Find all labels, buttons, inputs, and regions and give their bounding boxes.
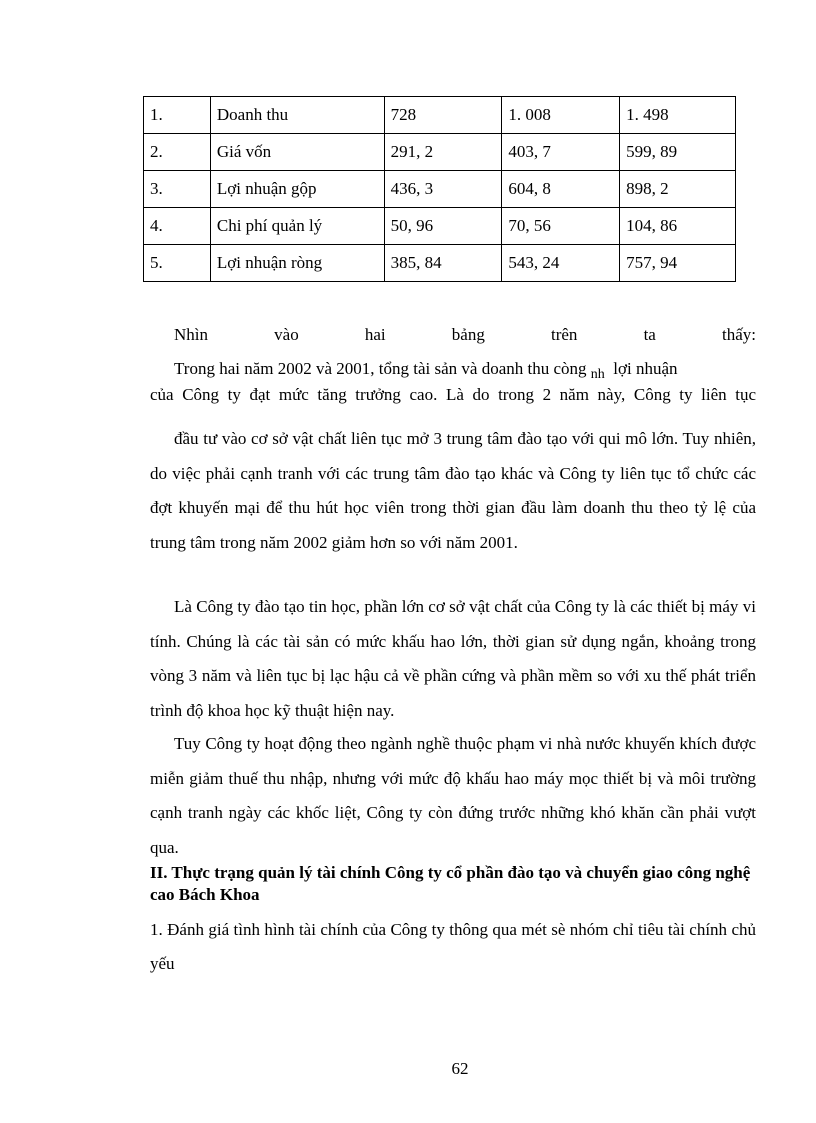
table-cell-v1: 436, 3 [384, 171, 502, 208]
table-cell-item: Lợi nhuận ròng [210, 245, 384, 282]
table-row [144, 134, 736, 171]
intro-line3-text: của Công ty đạt mức tăng trưởng cao. Là do trong 2 năm này, Công ty liên tục [150, 385, 756, 404]
paragraph-4: Tuy Công ty hoạt động theo ngành nghề thuộc phạm vi nhà nước khuyến khích được miễn giảm thuế thu nhập, nhưng với mức độ khấu hao máy mọc thiết bị và môi trường cạnh tranh ngày các khốc liệt, Công ty còn đứng trước những khó khăn cần phải vượt qua. [150, 734, 756, 857]
intro-line2-text: Trong hai năm 2002 và 2001, tổng tài sản và doanh thu còng [174, 359, 587, 378]
intro-subscript: nh [590, 367, 605, 382]
table-cell-v1: 728 [384, 97, 502, 134]
table-cell-no: 5. [144, 245, 211, 282]
table-cell-item: Doanh thu [210, 97, 384, 134]
table-cell-v1: 50, 96 [384, 208, 502, 245]
section-heading: II. Thực trạng quản lý tài chính Công ty cổ phần đào tạo và chuyển giao công nghệ cao Bách Khoa [150, 863, 751, 904]
paragraph-intro-line1 [150, 318, 756, 353]
table-cell-v2: 543, 24 [502, 245, 620, 282]
table-cell-v1: 291, 2 [384, 134, 502, 171]
table-cell-no: 2. [144, 134, 211, 171]
table-cell-item: Giá vốn [210, 134, 384, 171]
table-row [144, 245, 736, 282]
paragraph-3: Là Công ty đào tạo tin học, phần lớn cơ sở vật chất của Công ty là các thiết bị máy vi tính. Chúng là các tài sản có mức khấu hao lớn, thời gian sử dụng ngắn, khoảng trong vòng 3 năm và liên tục bị lạc hậu cả về phần cứng và phần mềm so với xu thế phát triển trình độ khoa học kỹ thuật hiện nay. [150, 597, 756, 720]
table-cell-v3: 898, 2 [620, 171, 736, 208]
table-cell-no: 1. [144, 97, 211, 134]
table-cell-no: 3. [144, 171, 211, 208]
page-number: 62 [451, 1059, 469, 1078]
table-cell-v2: 403, 7 [502, 134, 620, 171]
table-row [144, 171, 736, 208]
financial-table [143, 96, 736, 282]
table-cell-v3: 1. 498 [620, 97, 736, 134]
intro-text: Nhìn vào hai bảng trên ta thấy: [174, 325, 756, 344]
table-cell-v3: 757, 94 [620, 245, 736, 282]
table-cell-v1: 385, 84 [384, 245, 502, 282]
paragraph-2: đầu tư vào cơ sở vật chất liên tục mở 3 trung tâm đào tạo với qui mô lớn. Tuy nhiên, do việc phải cạnh tranh với các trung tâm đào tạo khác và Công ty liên tục tổ chức các đợt khuyến mại để thu hút học viên trong thời gian đầu làm doanh thu theo tỷ lệ của trung tâm trong năm 2002 giảm hơn so với năm 2001. [150, 429, 756, 552]
table-cell-v2: 70, 56 [502, 208, 620, 245]
table-cell-v3: 104, 86 [620, 208, 736, 245]
table-cell-v2: 604, 8 [502, 171, 620, 208]
table-cell-no: 4. [144, 208, 211, 245]
table-cell-item: Chi phí quản lý [210, 208, 384, 245]
table-cell-v2: 1. 008 [502, 97, 620, 134]
subsection-heading: 1. Đánh giá tình hình tài chính của Công ty thông qua mét sè nhóm chỉ tiêu tài chính chủ yếu [150, 920, 756, 973]
table-row [144, 97, 736, 134]
table-row [144, 208, 736, 245]
intro-line2-tail: lợi nhuận [613, 359, 678, 378]
table-cell-item: Lợi nhuận gộp [210, 171, 384, 208]
table-cell-v3: 599, 89 [620, 134, 736, 171]
paragraph-intro-line3 [150, 378, 756, 413]
